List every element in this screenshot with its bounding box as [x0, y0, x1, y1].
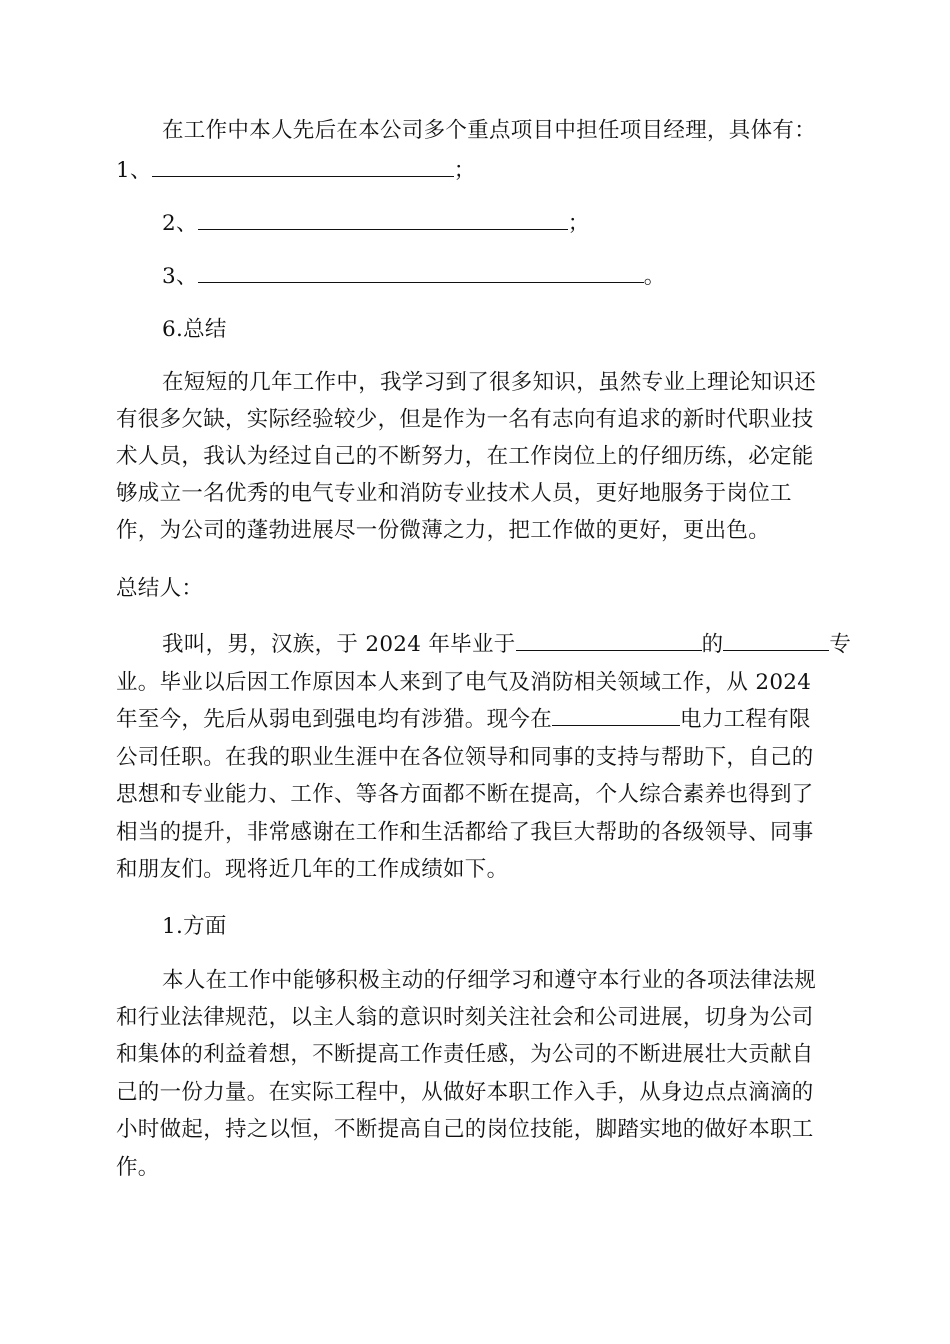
- project-item-2-end: ；: [567, 211, 590, 236]
- signer-label: 总结人：: [116, 576, 204, 601]
- project-item-2: [162, 209, 882, 239]
- project-item-3: [162, 262, 882, 292]
- school-blank: [516, 632, 702, 651]
- bio-text: 专: [829, 632, 852, 657]
- bio-text: 我叫，男，汉族，于 2024 年毕业于: [162, 632, 516, 657]
- project-item-2-number: 2、: [162, 211, 198, 236]
- major-blank: [723, 632, 829, 651]
- intro-line: 在工作中本人先后在本公司多个重点项目中担任项目经理，具体有：: [162, 118, 817, 143]
- bio-line: 和朋友们。现将近几年的工作成绩如下。: [116, 857, 509, 882]
- project-item-1-end: ；: [453, 158, 476, 183]
- project-item-1-number: 1、: [116, 158, 152, 183]
- bio-line-3: [116, 705, 836, 735]
- section-1-line: 和集体的利益着想，不断提高工作责任感，为公司的不断进展壮大贡献自: [116, 1042, 814, 1067]
- project-item-3-end: 。: [643, 264, 666, 289]
- bio-line: 业。毕业以后因工作原因本人来到了电气及消防相关领域工作，从 2024: [116, 670, 812, 695]
- bio-line-1: [162, 630, 882, 660]
- bio-line: 相当的提升，非常感谢在工作和生活都给了我巨大帮助的各级领导、同事: [116, 820, 814, 845]
- section-1-line: 和行业法律规范，以主人翁的意识时刻关注社会和公司进展，切身为公司: [116, 1005, 814, 1030]
- section-1-heading: 1.方面: [162, 914, 227, 939]
- section-1-line: 己的一份力量。在实际工程中，从做好本职工作入手，从身边点点滴滴的: [116, 1080, 814, 1105]
- company-blank: [552, 707, 680, 726]
- section-1-line: 小时做起，持之以恒，不断提高自己的岗位技能，脚踏实地的做好本职工: [116, 1117, 814, 1142]
- project-item-3-number: 3、: [162, 264, 198, 289]
- bio-text: 电力工程有限: [680, 707, 811, 732]
- section-1-line: 本人在工作中能够积极主动的仔细学习和遵守本行业的各项法律法规: [162, 968, 817, 993]
- section-1-line: 作。: [116, 1155, 160, 1180]
- project-item-1: [116, 156, 836, 186]
- bio-text: 的: [701, 632, 724, 657]
- summary-line: 术人员，我认为经过自己的不断努力，在工作岗位上的仔细历练，必定能: [116, 444, 814, 469]
- project-item-3-blank: [198, 264, 644, 283]
- project-item-1-blank: [152, 158, 454, 177]
- bio-text: 年至今，先后从弱电到强电均有涉猎。现今在: [116, 707, 553, 732]
- bio-line: 公司任职。在我的职业生涯中在各位领导和同事的支持与帮助下，自己的: [116, 745, 814, 770]
- summary-line: 有很多欠缺，实际经验较少，但是作为一名有志向有追求的新时代职业技: [116, 407, 814, 432]
- summary-line: 够成立一名优秀的电气专业和消防专业技术人员，更好地服务于岗位工: [116, 481, 792, 506]
- summary-line: 作，为公司的蓬勃进展尽一份微薄之力，把工作做的更好，更出色。: [116, 518, 771, 543]
- section-6-heading: 6.总结: [162, 317, 227, 342]
- summary-line: 在短短的几年工作中，我学习到了很多知识，虽然专业上理论知识还: [162, 370, 817, 395]
- bio-line: 思想和专业能力、工作、等各方面都不断在提高，个人综合素养也得到了: [116, 782, 814, 807]
- project-item-2-blank: [198, 211, 568, 230]
